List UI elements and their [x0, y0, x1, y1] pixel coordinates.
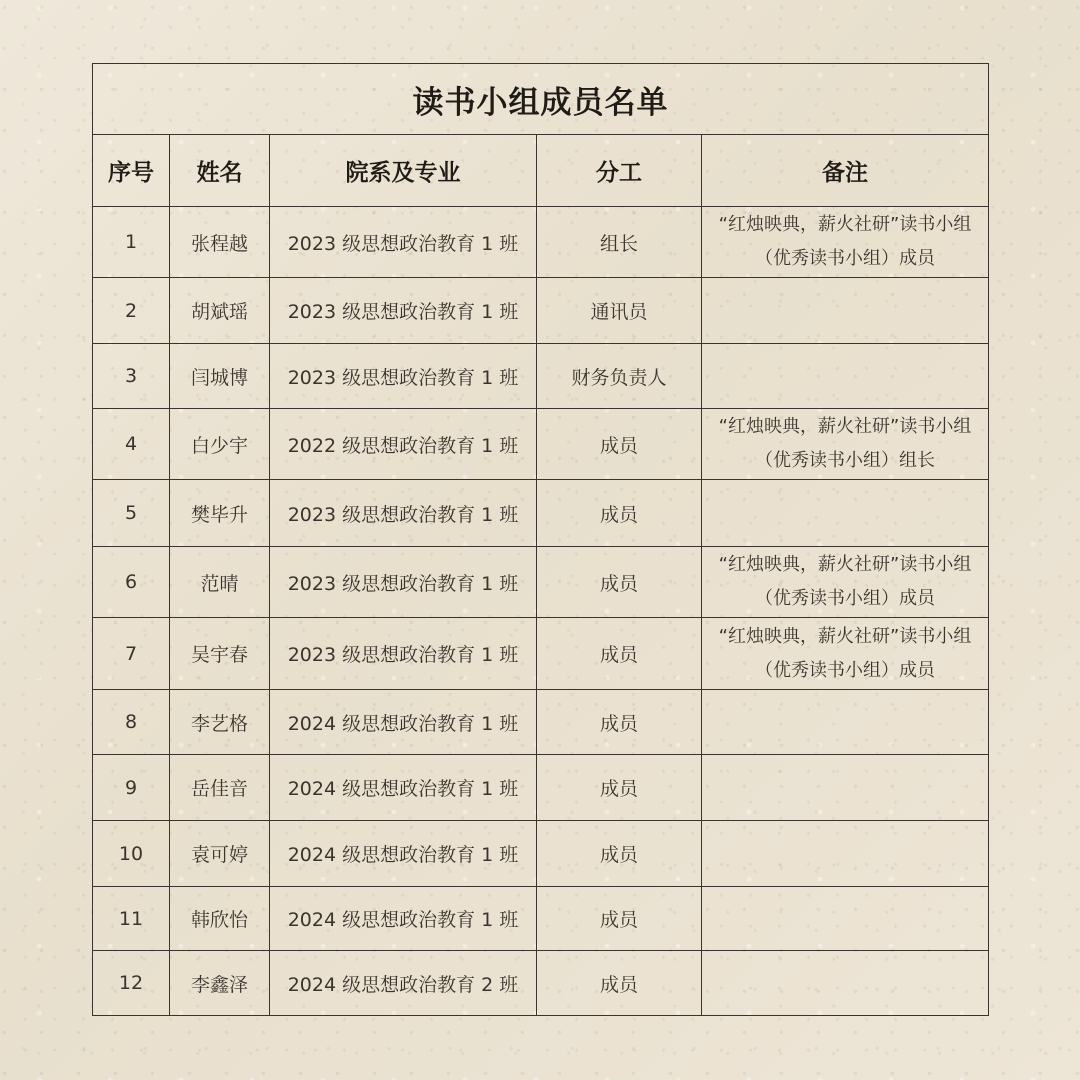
cell-name: 闫城博 — [170, 344, 270, 409]
cell-no: 7 — [93, 618, 170, 690]
cell-major: 2023 级思想政治教育 1 班 — [270, 618, 537, 690]
cell-no: 5 — [93, 480, 170, 547]
table-row — [93, 951, 989, 1016]
header-note: 备注 — [702, 135, 989, 207]
cell-note — [702, 344, 989, 409]
cell-no: 11 — [93, 887, 170, 951]
member-table — [92, 63, 989, 1016]
cell-note: “红烛映典，薪火社研”读书小组（优秀读书小组）成员 — [702, 618, 989, 690]
cell-role: 成员 — [537, 755, 702, 821]
cell-name: 白少宇 — [170, 409, 270, 480]
cell-note — [702, 755, 989, 821]
cell-major: 2024 级思想政治教育 1 班 — [270, 690, 537, 755]
cell-no: 4 — [93, 409, 170, 480]
cell-major: 2024 级思想政治教育 1 班 — [270, 887, 537, 951]
cell-name: 吴宇春 — [170, 618, 270, 690]
table-row — [93, 480, 989, 547]
cell-note: “红烛映典，薪火社研”读书小组（优秀读书小组）成员 — [702, 207, 989, 278]
table-row — [93, 690, 989, 755]
cell-major: 2024 级思想政治教育 2 班 — [270, 951, 537, 1016]
cell-name: 韩欣怡 — [170, 887, 270, 951]
cell-role: 通讯员 — [537, 278, 702, 344]
cell-no: 2 — [93, 278, 170, 344]
cell-role: 财务负责人 — [537, 344, 702, 409]
cell-major: 2024 级思想政治教育 1 班 — [270, 755, 537, 821]
cell-role: 成员 — [537, 821, 702, 887]
header-name: 姓名 — [170, 135, 270, 207]
cell-no: 10 — [93, 821, 170, 887]
cell-note — [702, 278, 989, 344]
cell-note — [702, 951, 989, 1016]
table-row — [93, 618, 989, 690]
cell-role: 组长 — [537, 207, 702, 278]
header-major: 院系及专业 — [270, 135, 537, 207]
header-role: 分工 — [537, 135, 702, 207]
cell-major: 2024 级思想政治教育 1 班 — [270, 821, 537, 887]
cell-name: 范晴 — [170, 547, 270, 618]
cell-major: 2023 级思想政治教育 1 班 — [270, 480, 537, 547]
header-no: 序号 — [93, 135, 170, 207]
cell-role: 成员 — [537, 887, 702, 951]
cell-major: 2023 级思想政治教育 1 班 — [270, 547, 537, 618]
cell-no: 9 — [93, 755, 170, 821]
cell-name: 李艺格 — [170, 690, 270, 755]
cell-note — [702, 821, 989, 887]
cell-no: 8 — [93, 690, 170, 755]
table-row — [93, 755, 989, 821]
cell-name: 张程越 — [170, 207, 270, 278]
cell-no: 12 — [93, 951, 170, 1016]
cell-name: 袁可婷 — [170, 821, 270, 887]
cell-role: 成员 — [537, 480, 702, 547]
table-row — [93, 547, 989, 618]
table-row — [93, 207, 989, 278]
cell-note: “红烛映典，薪火社研”读书小组（优秀读书小组）组长 — [702, 409, 989, 480]
cell-role: 成员 — [537, 409, 702, 480]
cell-major: 2023 级思想政治教育 1 班 — [270, 207, 537, 278]
cell-no: 6 — [93, 547, 170, 618]
cell-name: 岳佳音 — [170, 755, 270, 821]
cell-note — [702, 690, 989, 755]
cell-major: 2023 级思想政治教育 1 班 — [270, 278, 537, 344]
table-title: 读书小组成员名单 — [93, 64, 989, 135]
cell-major: 2022 级思想政治教育 1 班 — [270, 409, 537, 480]
cell-role: 成员 — [537, 547, 702, 618]
cell-note — [702, 887, 989, 951]
cell-role: 成员 — [537, 618, 702, 690]
table-row — [93, 887, 989, 951]
cell-name: 樊毕升 — [170, 480, 270, 547]
table-row — [93, 344, 989, 409]
cell-no: 1 — [93, 207, 170, 278]
cell-major: 2023 级思想政治教育 1 班 — [270, 344, 537, 409]
cell-role: 成员 — [537, 951, 702, 1016]
cell-no: 3 — [93, 344, 170, 409]
table-row — [93, 409, 989, 480]
member-list-sheet — [92, 63, 988, 1016]
cell-name: 李鑫泽 — [170, 951, 270, 1016]
table-row — [93, 821, 989, 887]
cell-role: 成员 — [537, 690, 702, 755]
header-row — [93, 135, 989, 207]
cell-note — [702, 480, 989, 547]
cell-note: “红烛映典，薪火社研”读书小组（优秀读书小组）成员 — [702, 547, 989, 618]
cell-name: 胡斌瑶 — [170, 278, 270, 344]
table-row — [93, 278, 989, 344]
